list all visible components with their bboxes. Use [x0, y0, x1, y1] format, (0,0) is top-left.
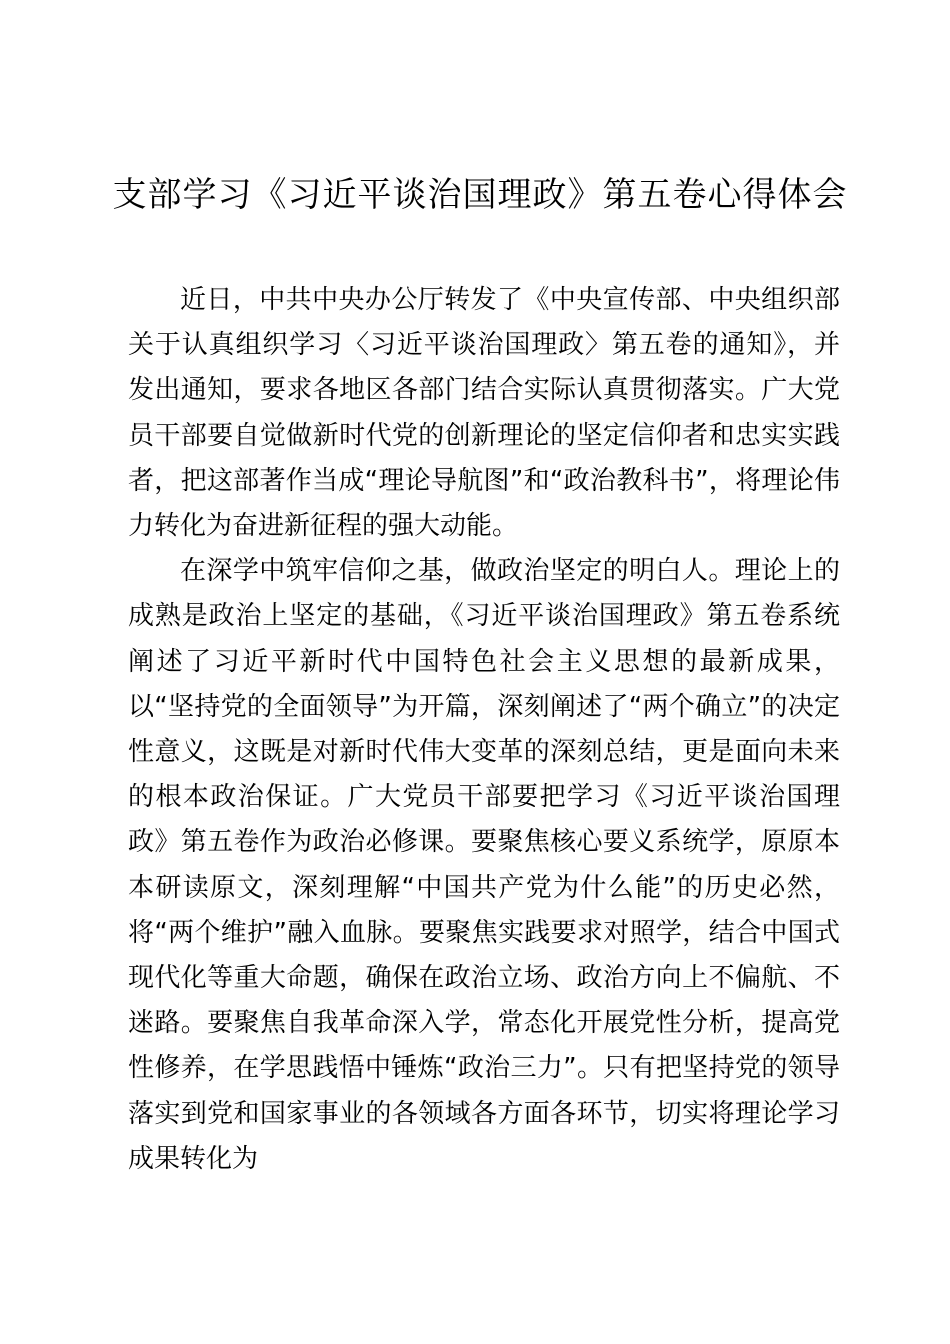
paragraph-2: 在深学中筑牢信仰之基，做政治坚定的明白人。理论上的成熟是政治上坚定的基础，《习近平谈治国理政》第五卷系统阐述了习近平新时代中国特色社会主义思想的最新成果，以“坚持党的全面领导”为开篇，深刻阐述了“两个确立”的决定性意义，这既是对新时代伟大变革的深刻总结，更是面向未来的根本政治保证。广大党员干部要把学习《习近平谈治国理政》第五卷作为政治必修课。要聚焦核心要义系统学，原原本本研读原文，深刻理解“中国共产党为什么能”的历史必然，将“两个维护”融入血脉。要聚焦实践要求对照学，结合中国式现代化等重大命题，确保在政治立场、政治方向上不偏航、不迷路。要聚焦自我革命深入学，常态化开展党性分析，提高党性修养，在学思践悟中锤炼“政治三力”。只有把坚持党的领导落实到党和国家事业的各领域各方面各环节，切实将理论学习成果转化为 [128, 556, 840, 1174]
document-body [128, 278, 840, 1182]
document-title: 支部学习《习近平谈治国理政》第五卷心得体会 [112, 175, 848, 215]
paragraph-1: 近日，中共中央办公厅转发了《中央宣传部、中央组织部关于认真组织学习〈习近平谈治国理政〉第五卷的通知》，并发出通知，要求各地区各部门结合实际认真贯彻落实。广大党员干部要自觉做新时代党的创新理论的坚定信仰者和忠实实践者，把这部著作当成“理论导航图”和“政治教科书”，将理论伟力转化为奋进新征程的强大动能。 [128, 285, 840, 542]
